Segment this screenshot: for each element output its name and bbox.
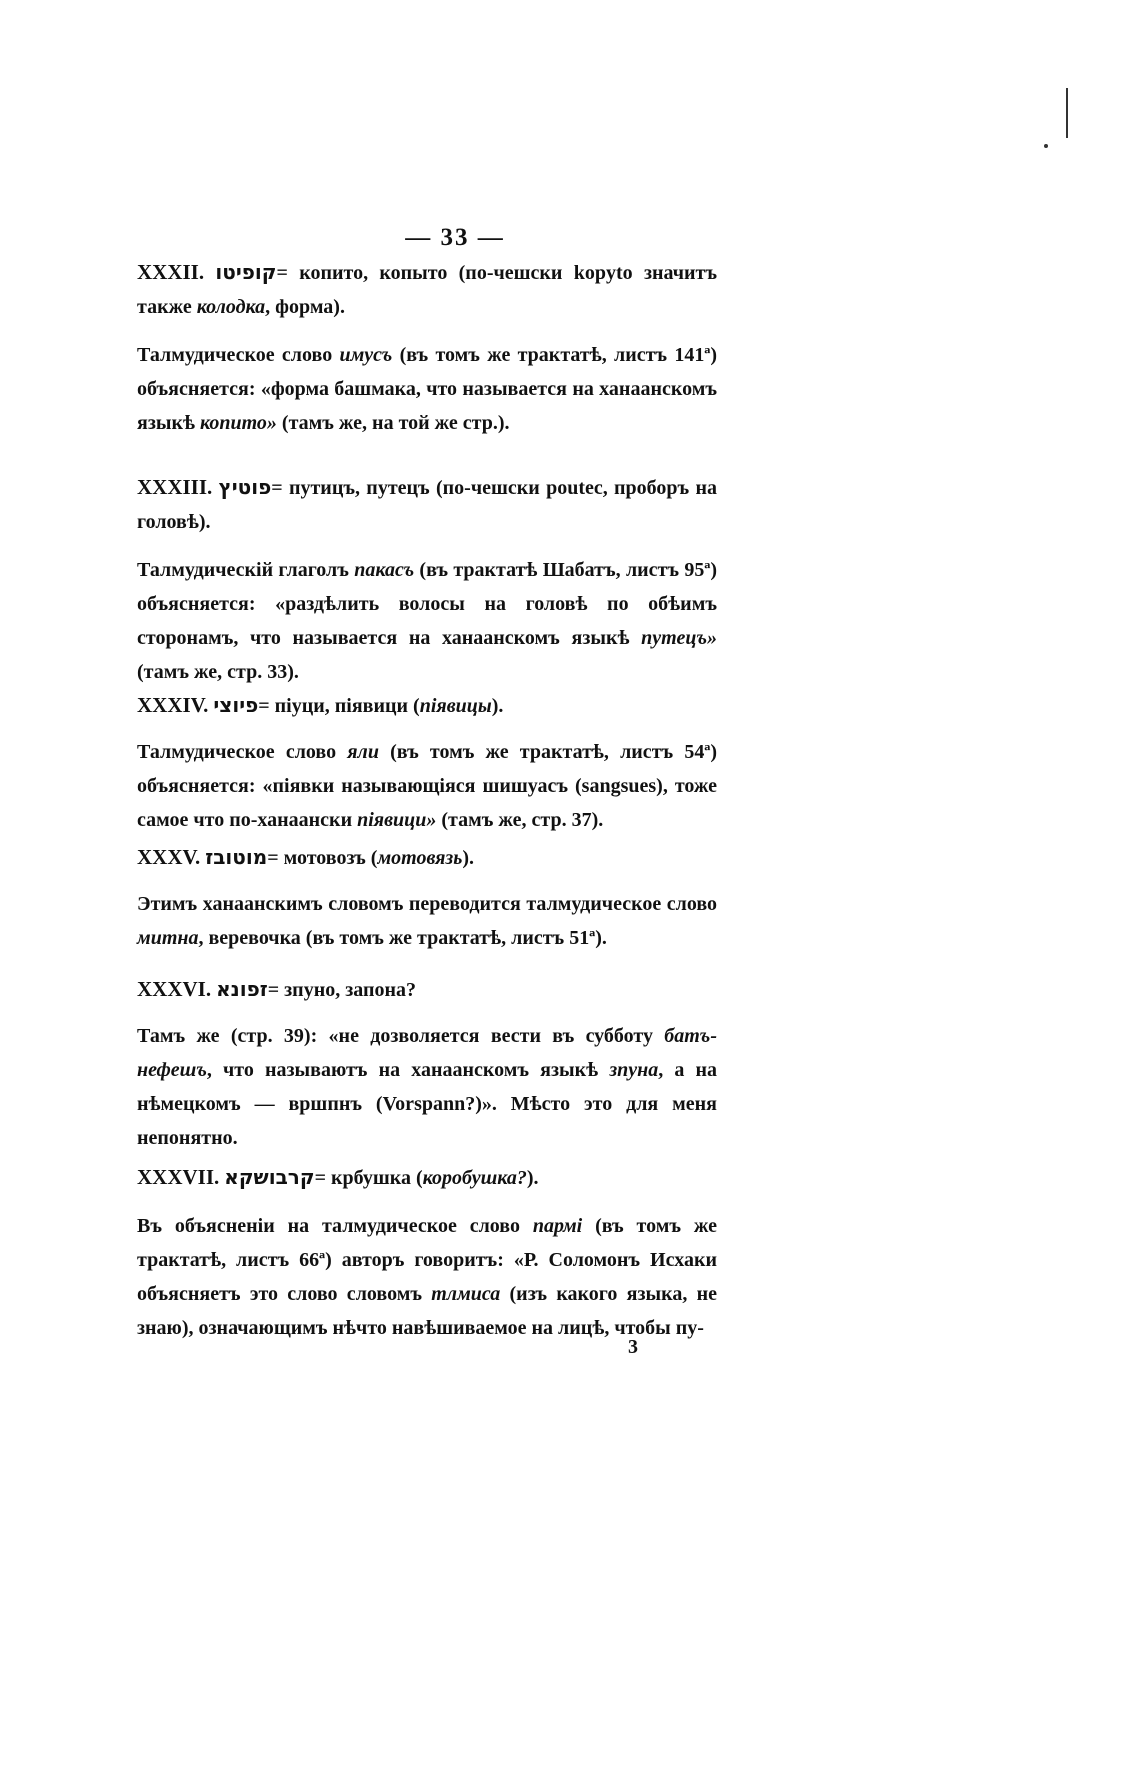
entry-xxxvi (137, 972, 717, 1155)
body-italic-2: зпуна (609, 1059, 659, 1081)
body-end: (изъ какого языка, не знаю), означающимъ нѣчто навѣшиваемое на лицѣ, чтобы пу- (137, 1283, 718, 1339)
body-end: , а на нѣмецкомъ — вршпнъ (Vorspann?)». Мѣсто это для меня непонятно. (137, 1059, 717, 1149)
scan-artifact-line (1066, 88, 1068, 138)
body-italic: митна (137, 927, 199, 949)
roman-numeral: XXXII. (137, 260, 205, 284)
gloss-end: ). (526, 1167, 539, 1189)
entry-body (137, 1209, 717, 1345)
entry-body (137, 1019, 717, 1155)
entry-heading (137, 1160, 717, 1195)
gloss-end: ). (491, 695, 504, 717)
roman-numeral: XXXVII. (137, 1165, 220, 1189)
entry-body (137, 887, 717, 955)
body-mid: (въ томъ же трактатѣ, листъ 66ª) авторъ говоритъ: «Р. Соломонъ Исхаки объясняетъ это слово словомъ (137, 1215, 717, 1305)
body-italic-2: копито» (200, 412, 277, 434)
body-italic: яли (347, 741, 379, 763)
scan-artifact-dot (1044, 144, 1048, 148)
entry-heading (137, 688, 717, 723)
gloss-text: = крбушка ( (314, 1167, 423, 1189)
body-start: Талмудическiй глаголъ (137, 559, 355, 581)
hebrew-word: פיוצי (213, 693, 259, 717)
body-start: Тамъ же (стр. 39): «не дозволяется вести въ субботу (137, 1025, 665, 1047)
body-italic-2: пiявици» (357, 809, 437, 831)
gloss-italic: пiявицы (419, 695, 492, 717)
hebrew-word: קרבושקא (224, 1165, 315, 1189)
body-italic: пармi (532, 1215, 583, 1237)
hebrew-word: פוטיץ (218, 475, 272, 499)
body-mid: (въ томъ же трактатѣ, листъ 141ª) объясняется: «форма башмака, что называется на ханаанскомъ языкѣ (137, 344, 717, 434)
entry-body (137, 553, 717, 689)
hebrew-word: זפונא (216, 977, 268, 1001)
gloss-end: ). (462, 847, 475, 869)
roman-numeral: XXXIII. (137, 475, 213, 499)
entry-xxxv (137, 840, 717, 955)
signature-mark: 3 (628, 1336, 638, 1358)
page-number-header: — 33 — (405, 224, 505, 251)
entry-body (137, 338, 717, 440)
body-italic-2: тлмиса (431, 1283, 501, 1305)
roman-numeral: XXXIV. (137, 693, 209, 717)
body-italic: имусъ (339, 344, 393, 366)
entry-heading (137, 470, 717, 539)
gloss-text: = зпуно, запона? (267, 979, 417, 1001)
entry-heading (137, 840, 717, 875)
gloss-text: = мотовозъ ( (267, 847, 378, 869)
entry-heading (137, 255, 717, 324)
roman-numeral: XXXV. (137, 845, 201, 869)
entry-xxxvii (137, 1160, 717, 1345)
hebrew-word: קופיטו (215, 260, 277, 284)
body-start: Этимъ ханаанскимъ словомъ переводится талмудическое слово (137, 893, 717, 915)
body-mid: , что называютъ на ханаанскомъ языкѣ (206, 1059, 610, 1081)
entry-xxxiii (137, 470, 717, 689)
gloss-text: = копито, копыто (по-чешски kopyto значитъ также (137, 262, 718, 318)
gloss-italic: колодка (196, 296, 266, 318)
body-end: (тамъ же, на той же стр.). (276, 412, 510, 434)
entry-xxxii (137, 255, 717, 440)
body-italic-2: путецъ» (641, 627, 717, 649)
body-start: Талмудическое слово (137, 344, 340, 366)
gloss-italic: коробушка? (422, 1167, 527, 1189)
hebrew-word: מוטובז (205, 845, 268, 869)
entry-body (137, 735, 717, 837)
gloss-text: = пiуци, пiявици ( (258, 695, 420, 717)
entry-xxxiv (137, 688, 717, 837)
gloss-end: , форма). (265, 296, 345, 318)
gloss-italic: мотовязь (377, 847, 463, 869)
body-mid: (въ томъ же трактатѣ, листъ 54ª) объясняется: «пiявки называющiяся шишуасъ (sangsues), тоже самое что по-ханаански (137, 741, 717, 831)
gloss-text: = путицъ, путецъ (по-чешски poutec, проборъ на головѣ). (137, 477, 717, 533)
body-italic: пакасъ (354, 559, 415, 581)
body-end: (тамъ же, стр. 33). (137, 661, 299, 683)
body-start: Талмудическое слово (137, 741, 348, 763)
roman-numeral: XXXVI. (137, 977, 212, 1001)
body-end: (тамъ же, стр. 37). (436, 809, 604, 831)
body-italic: батъ-нефешъ (137, 1025, 717, 1081)
body-mid: (въ трактатѣ Шабатъ, листъ 95ª) объясняется: «раздѣлить волосы на головѣ по обѣимъ сторонамъ, что называется на ханаанскомъ языкѣ (137, 559, 717, 649)
entry-heading (137, 972, 717, 1007)
body-mid: , веревочка (въ томъ же трактатѣ, листъ 51ª). (198, 927, 607, 949)
body-start: Въ объясненiи на талмудическое слово (137, 1215, 533, 1237)
